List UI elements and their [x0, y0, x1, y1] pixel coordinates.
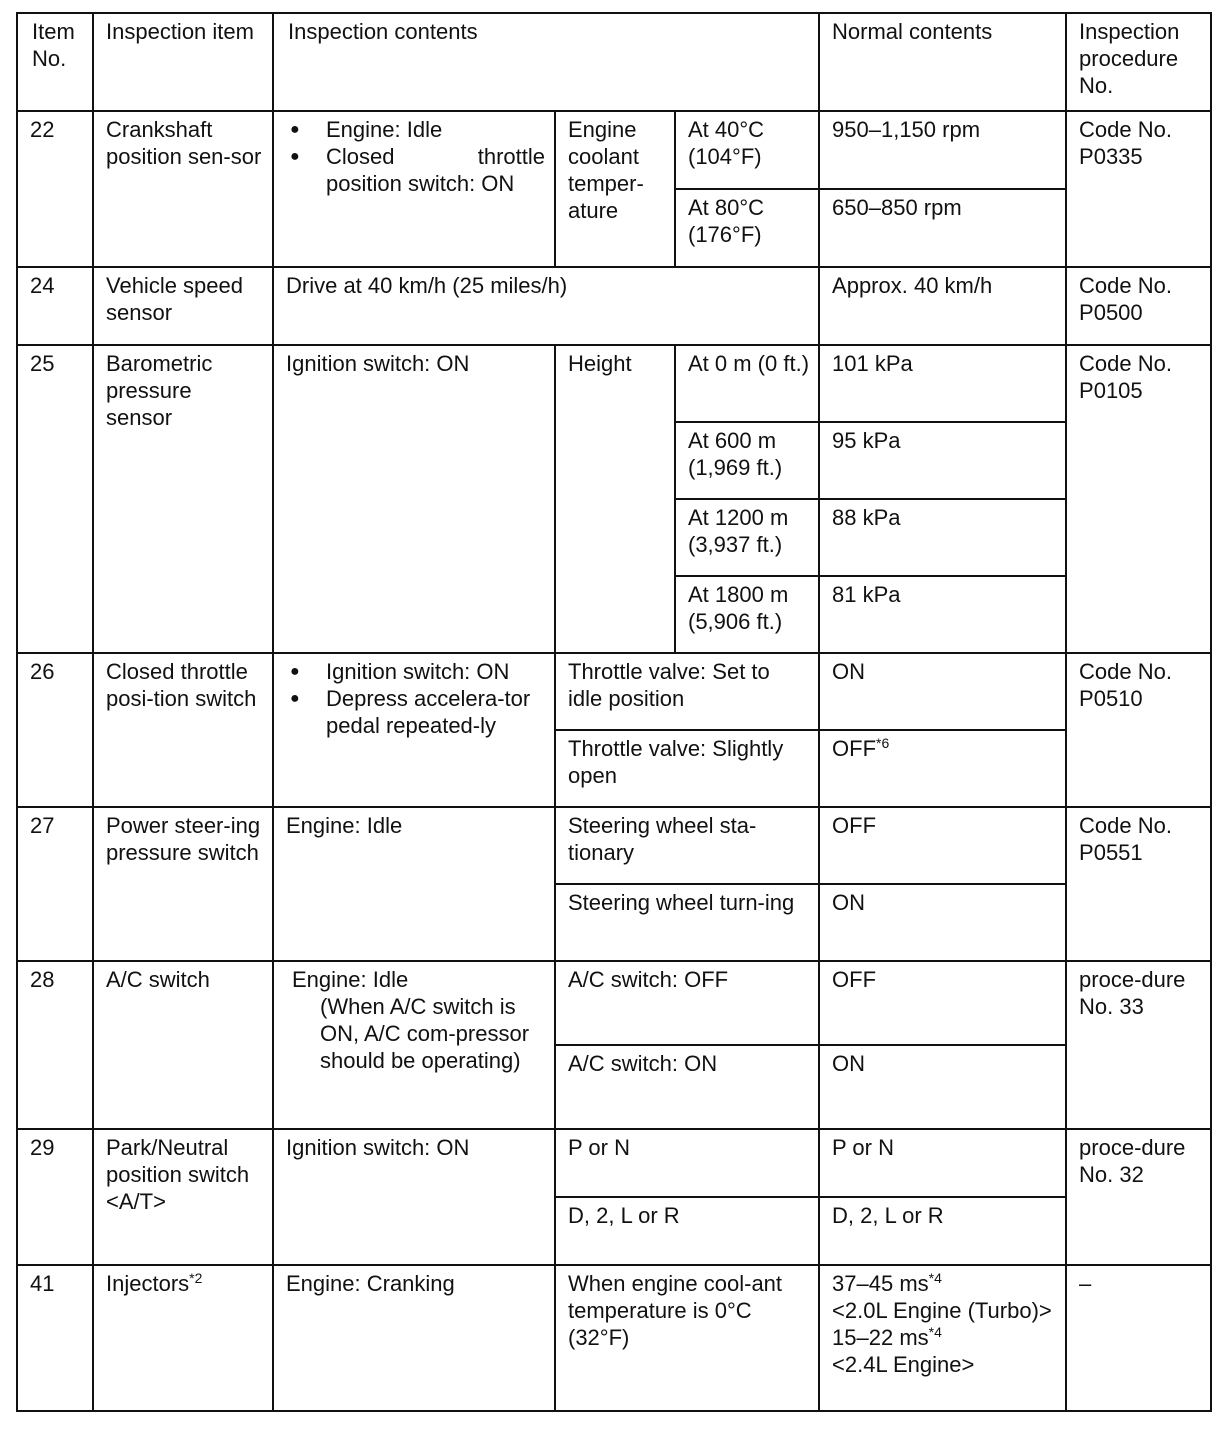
table-row [17, 961, 1211, 1045]
item-number: 24 [17, 267, 93, 345]
condition: When engine cool-ant temperature is 0°C (32°F) [555, 1265, 819, 1411]
item-number: 41 [17, 1265, 93, 1411]
sub-condition: At 80°C (176°F) [675, 189, 819, 267]
inspection-item: Vehicle speed sensor [93, 267, 273, 345]
inspection-contents: Ignition switch: ON [273, 345, 555, 653]
table-row [17, 1265, 1211, 1411]
inspection-contents: Drive at 40 km/h (25 miles/h) [273, 267, 819, 345]
table-row [17, 1129, 1211, 1197]
sub-condition: At 600 m (1,969 ft.) [675, 422, 819, 499]
normal-value: 95 kPa [819, 422, 1066, 499]
engine-note: <2.0L Engine (Turbo)> [832, 1298, 1052, 1323]
normal-value: ON [819, 1045, 1066, 1129]
condition: Steering wheel sta-tionary [555, 807, 819, 884]
footnote-mark: *6 [876, 735, 890, 751]
procedure-no: Code No. P0335 [1066, 111, 1211, 267]
inspection-contents: Ignition switch: ON [273, 1129, 555, 1265]
bullet-item: ● Engine: Idle [286, 116, 545, 143]
sub-condition: At 1800 m (5,906 ft.) [675, 576, 819, 653]
table-row [17, 345, 1211, 422]
condition: Height [555, 345, 675, 653]
procedure-no: Code No. P0551 [1066, 807, 1211, 961]
procedure-no: Code No. P0510 [1066, 653, 1211, 807]
inspection-item [93, 1265, 273, 1411]
item-number: 26 [17, 653, 93, 807]
sub-condition: At 0 m (0 ft.) [675, 345, 819, 422]
normal-value: 950–1,150 rpm [819, 111, 1066, 189]
table-row [17, 653, 1211, 730]
condition: D, 2, L or R [555, 1197, 819, 1265]
inspection-contents [273, 111, 555, 267]
sub-condition: At 1200 m (3,937 ft.) [675, 499, 819, 576]
footnote-mark: *4 [928, 1324, 942, 1340]
normal-value: 81 kPa [819, 576, 1066, 653]
normal-value-text: OFF [832, 736, 877, 761]
bullet-text: ● Closed throttle [326, 144, 545, 169]
normal-value: ON [819, 653, 1066, 730]
inspection-item: Barometric pressure sensor [93, 345, 273, 653]
inspection-item: A/C switch [93, 961, 273, 1129]
inspection-item: Closed throttle posi-tion switch [93, 653, 273, 807]
item-number: 27 [17, 807, 93, 961]
bullet-item: ● Ignition switch: ON [286, 658, 545, 685]
condition: A/C switch: ON [555, 1045, 819, 1129]
inspection-contents: Engine: Idle [273, 807, 555, 961]
normal-value: 88 kPa [819, 499, 1066, 576]
inspection-item: Power steer-ing pressure switch [93, 807, 273, 961]
normal-value-text: 15–22 ms [832, 1325, 929, 1350]
bullet-item [286, 143, 545, 197]
inspection-contents: Engine: Cranking [273, 1265, 555, 1411]
inspection-item: Crankshaft position sen-sor [93, 111, 273, 267]
header-inspection-item: Inspection item [93, 13, 273, 111]
procedure-no: proce-dure No. 33 [1066, 961, 1211, 1129]
contents-note: (When A/C switch is ON, A/C com-pressor should be operating) [320, 994, 530, 1073]
condition: P or N [555, 1129, 819, 1197]
inspection-table [16, 12, 1212, 1412]
normal-value [819, 1265, 1066, 1411]
header-row [17, 13, 1211, 111]
condition: Steering wheel turn-ing [555, 884, 819, 961]
inspection-contents [273, 653, 555, 807]
normal-value: ON [819, 884, 1066, 961]
procedure-no: Code No. P0500 [1066, 267, 1211, 345]
normal-value: 650–850 rpm [819, 189, 1066, 267]
item-number: 28 [17, 961, 93, 1129]
condition: Engine coolant temper-ature [555, 111, 675, 267]
normal-value [819, 730, 1066, 807]
footnote-mark: *4 [928, 1270, 942, 1286]
procedure-no: proce-dure No. 32 [1066, 1129, 1211, 1265]
item-number: 25 [17, 345, 93, 653]
bullet-item: ● Depress accelera-tor pedal repeated-ly [286, 685, 545, 739]
item-number: 22 [17, 111, 93, 267]
procedure-no: – [1066, 1265, 1211, 1411]
contents-line: Engine: Idle [292, 967, 409, 992]
normal-value: P or N [819, 1129, 1066, 1197]
header-inspection-contents: Inspection contents [273, 13, 819, 111]
footnote-mark: *2 [189, 1270, 203, 1286]
engine-note: <2.4L Engine> [832, 1352, 975, 1377]
table-row [17, 111, 1211, 189]
normal-value: 101 kPa [819, 345, 1066, 422]
table-row [17, 807, 1211, 884]
condition: Throttle valve: Slightly open [555, 730, 819, 807]
bullet-text: position switch: ON [326, 171, 515, 196]
procedure-no: Code No. P0105 [1066, 345, 1211, 653]
condition: Throttle valve: Set to idle position [555, 653, 819, 730]
normal-value: D, 2, L or R [819, 1197, 1066, 1265]
sub-condition: At 40°C (104°F) [675, 111, 819, 189]
normal-value: Approx. 40 km/h [819, 267, 1066, 345]
normal-value: OFF [819, 961, 1066, 1045]
inspection-contents [273, 961, 555, 1129]
condition: A/C switch: OFF [555, 961, 819, 1045]
inspection-item-text: Injectors [106, 1271, 190, 1296]
header-procedure-no: Inspection procedure No. [1066, 13, 1211, 111]
inspection-item: Park/Neutral position switch <A/T> [93, 1129, 273, 1265]
normal-value-text: 37–45 ms [832, 1271, 929, 1296]
header-normal-contents: Normal contents [819, 13, 1066, 111]
table-row [17, 267, 1211, 345]
header-item-no: Item No. [17, 13, 93, 111]
normal-value: OFF [819, 807, 1066, 884]
item-number: 29 [17, 1129, 93, 1265]
